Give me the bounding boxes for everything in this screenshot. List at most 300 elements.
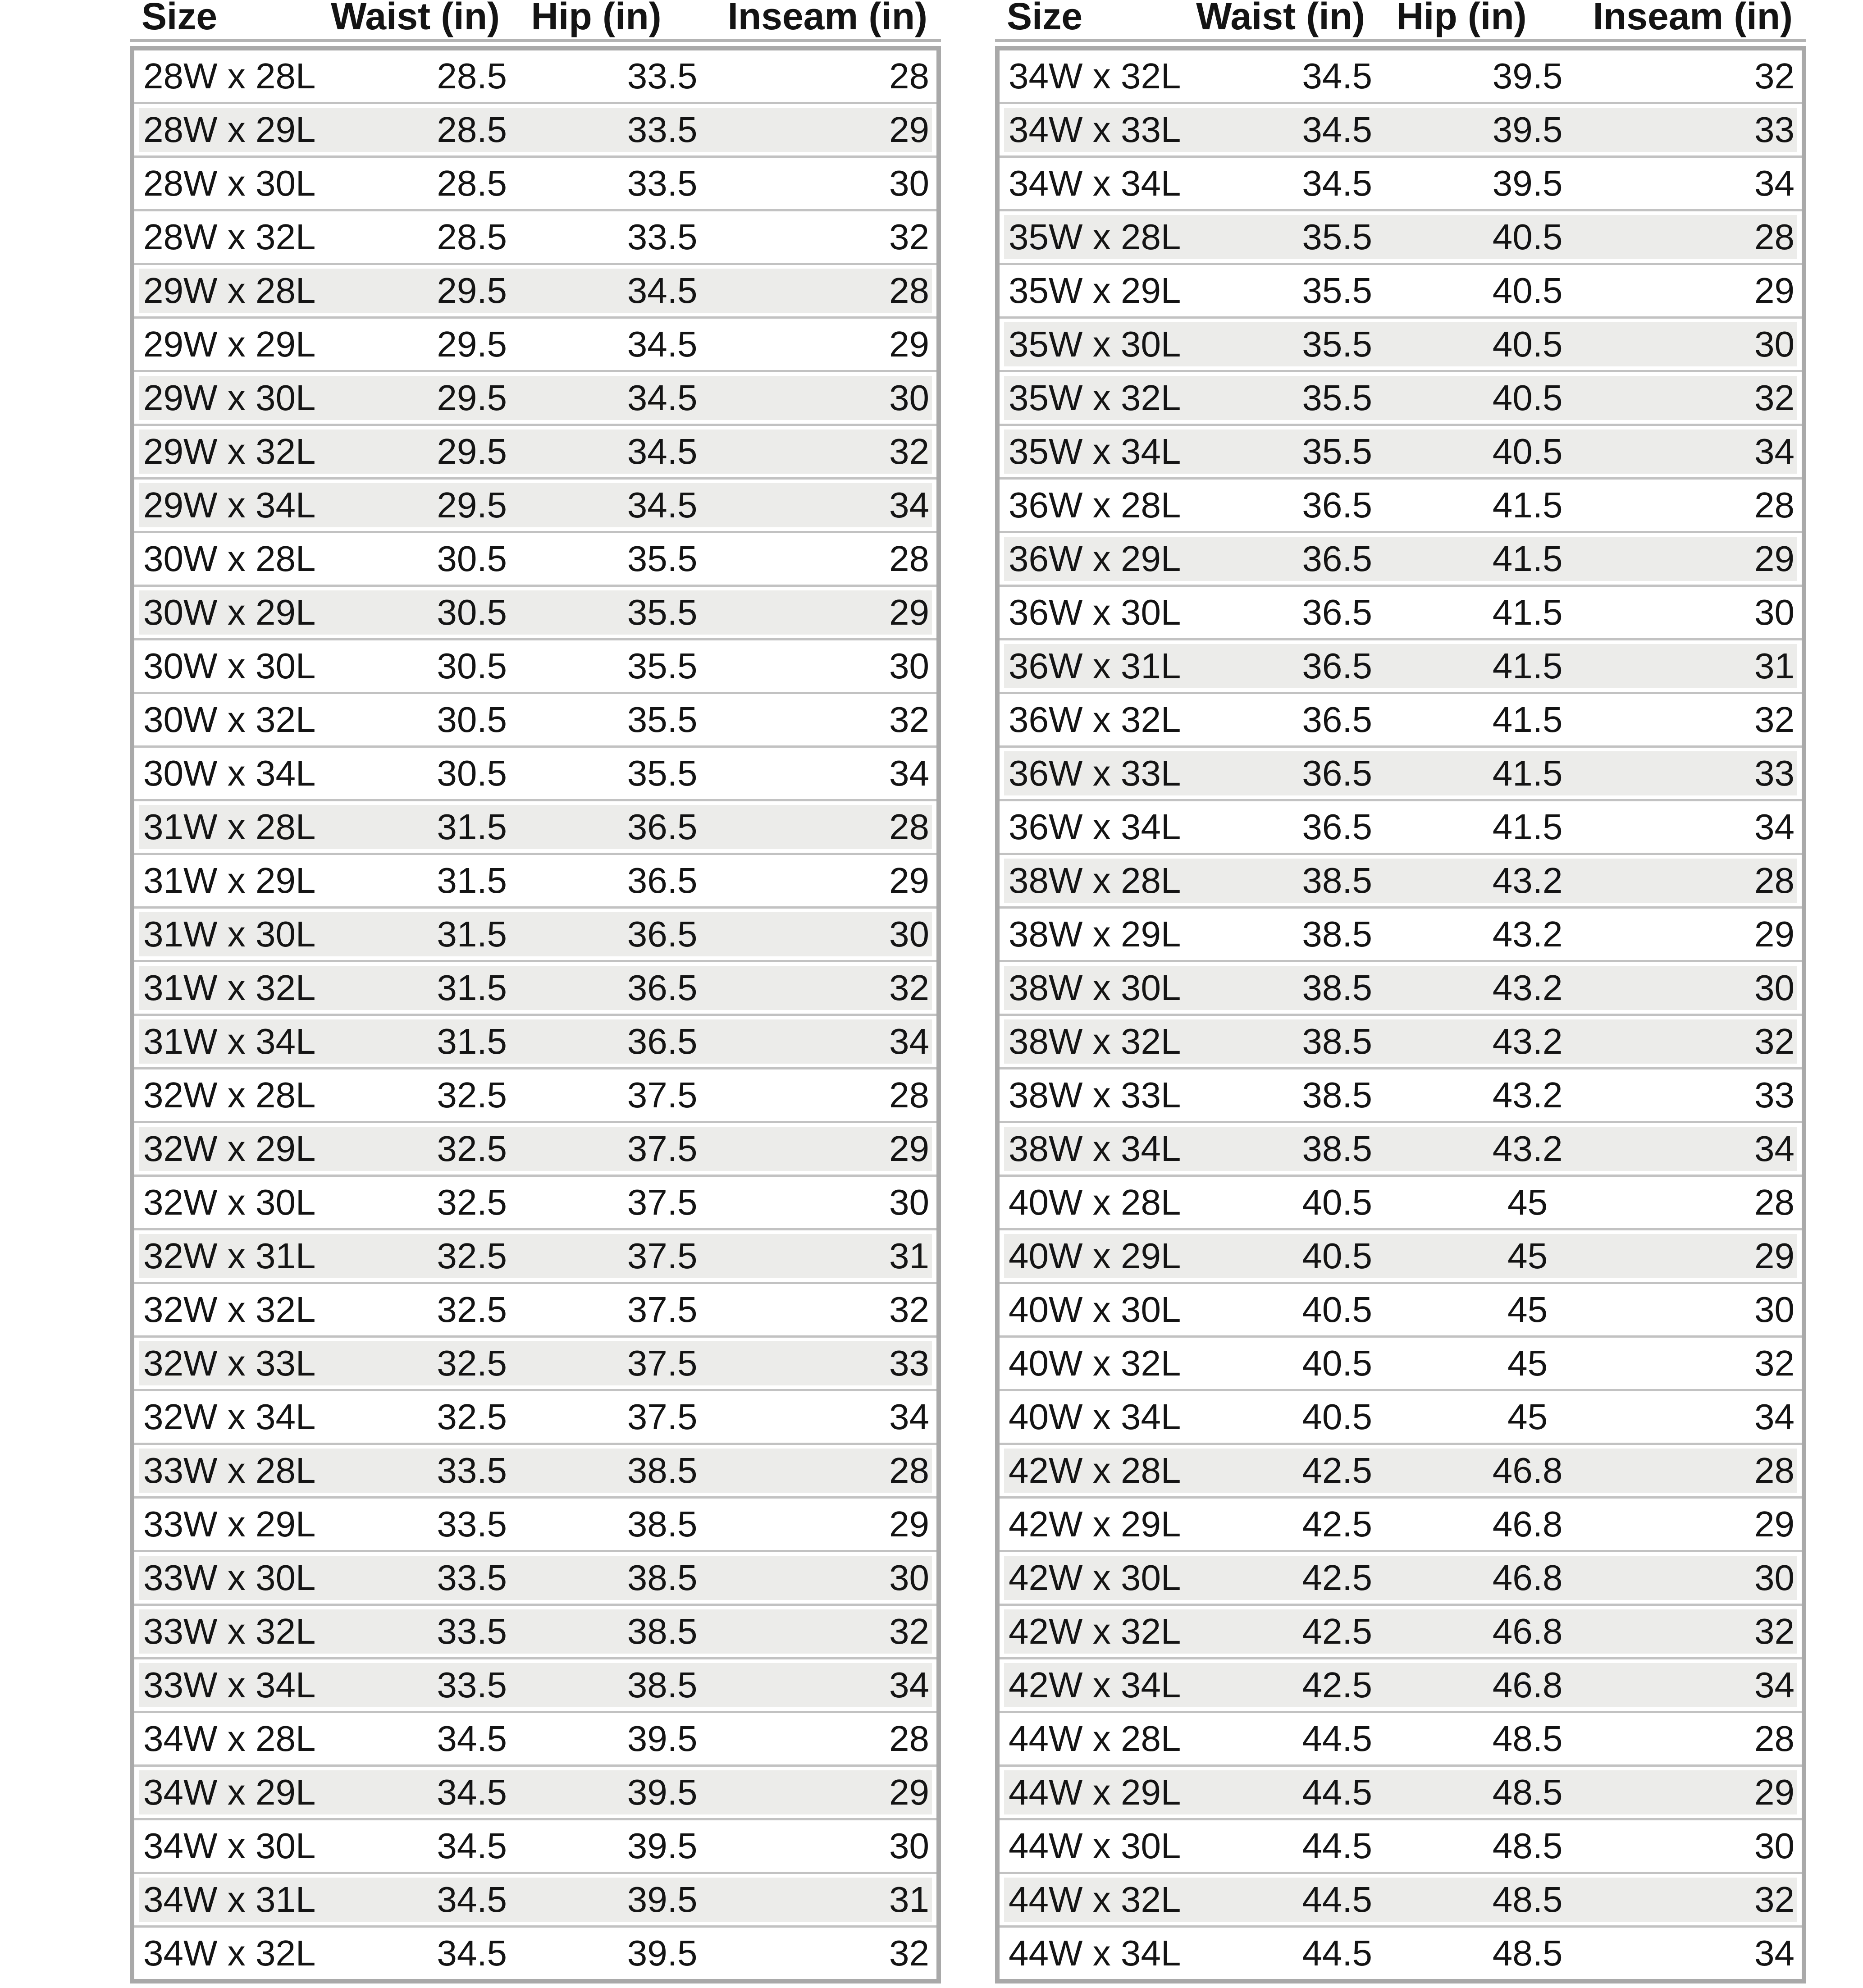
size-cell: 34W x 29L (143, 1772, 316, 1812)
size-cell: 31W x 34L (143, 1021, 316, 1061)
inseam-cell: 30 (1754, 324, 1795, 364)
size-cell: 44W x 32L (1009, 1879, 1181, 1919)
table-row (1000, 158, 1802, 209)
table-row (134, 1767, 936, 1818)
size-cell: 28W x 28L (143, 56, 316, 96)
size-cell: 34W x 33L (1009, 110, 1181, 150)
table-row (1000, 1069, 1802, 1121)
inseam-cell: 29 (889, 1129, 929, 1169)
size-cell: 34W x 31L (143, 1879, 316, 1919)
size-cell: 33W x 28L (143, 1450, 316, 1490)
hip-cell: 39.5 (1492, 163, 1563, 203)
table-row (134, 909, 936, 960)
table-row (134, 1820, 936, 1872)
inseam-cell: 29 (1754, 539, 1795, 579)
inseam-cell: 34 (889, 1021, 929, 1061)
inseam-cell: 30 (1754, 592, 1795, 632)
waist-cell: 30.5 (437, 646, 507, 686)
size-cell: 30W x 30L (143, 646, 316, 686)
inseam-cell: 30 (1754, 1826, 1795, 1866)
size-cell: 44W x 34L (1009, 1933, 1181, 1973)
table-row (1000, 1338, 1802, 1389)
inseam-cell: 29 (889, 324, 929, 364)
waist-cell: 28.5 (437, 163, 507, 203)
size-cell: 33W x 29L (143, 1504, 316, 1544)
inseam-cell: 29 (889, 1504, 929, 1544)
table-row (134, 158, 936, 209)
inseam-cell: 33 (1754, 1075, 1795, 1115)
waist-cell: 40.5 (1302, 1236, 1373, 1276)
table-row (1000, 50, 1802, 102)
waist-cell: 31.5 (437, 807, 507, 847)
size-cell: 34W x 30L (143, 1826, 316, 1866)
table-row (134, 104, 936, 155)
hip-cell: 43.2 (1492, 1129, 1563, 1169)
waist-cell: 44.5 (1302, 1826, 1373, 1866)
inseam-cell: 34 (889, 753, 929, 793)
hip-cell: 37.5 (627, 1397, 698, 1437)
hip-cell: 45 (1507, 1236, 1548, 1276)
waist-cell: 28.5 (437, 56, 507, 96)
hip-cell: 46.8 (1492, 1450, 1563, 1490)
size-table-left (130, 0, 941, 1983)
waist-cell: 34.5 (1302, 163, 1373, 203)
inseam-cell: 29 (1754, 1504, 1795, 1544)
hip-cell: 39.5 (1492, 56, 1563, 96)
inseam-cell: 29 (889, 1772, 929, 1812)
inseam-cell: 28 (889, 1075, 929, 1115)
inseam-cell: 33 (889, 1343, 929, 1383)
waist-cell: 31.5 (437, 914, 507, 954)
inseam-cell: 30 (889, 1826, 929, 1866)
table-row (1000, 587, 1802, 638)
inseam-cell: 28 (1754, 217, 1795, 257)
inseam-cell: 28 (1754, 1182, 1795, 1222)
hip-cell: 34.5 (627, 485, 698, 525)
table-row (134, 587, 936, 638)
inseam-cell: 32 (1754, 378, 1795, 418)
size-cell: 32W x 32L (143, 1289, 316, 1330)
hip-cell: 34.5 (627, 378, 698, 418)
hip-cell: 34.5 (627, 270, 698, 311)
table-row (1000, 1391, 1802, 1443)
table-row (134, 748, 936, 799)
inseam-cell: 29 (889, 860, 929, 900)
waist-cell: 33.5 (437, 1611, 507, 1651)
table-row (134, 1445, 936, 1496)
waist-cell: 32.5 (437, 1129, 507, 1169)
waist-cell: 44.5 (1302, 1772, 1373, 1812)
inseam-cell: 29 (889, 592, 929, 632)
waist-cell: 34.5 (437, 1826, 507, 1866)
hip-cell: 41.5 (1492, 485, 1563, 525)
size-cell: 35W x 28L (1009, 217, 1181, 257)
waist-cell: 32.5 (437, 1075, 507, 1115)
size-cell: 40W x 32L (1009, 1343, 1181, 1383)
hip-cell: 36.5 (627, 968, 698, 1008)
size-cell: 35W x 34L (1009, 431, 1181, 471)
inseam-cell: 28 (889, 56, 929, 96)
inseam-cell: 34 (889, 1665, 929, 1705)
table-row (1000, 909, 1802, 960)
inseam-cell: 28 (1754, 860, 1795, 900)
waist-cell: 30.5 (437, 539, 507, 579)
waist-cell: 33.5 (437, 1558, 507, 1598)
table-row (134, 265, 936, 316)
size-cell: 44W x 29L (1009, 1772, 1181, 1812)
waist-cell: 33.5 (437, 1504, 507, 1544)
waist-cell: 40.5 (1302, 1289, 1373, 1330)
inseam-cell: 28 (889, 270, 929, 311)
table-row (1000, 1659, 1802, 1711)
size-cell: 32W x 34L (143, 1397, 316, 1437)
size-cell: 36W x 29L (1009, 539, 1181, 579)
hip-cell: 38.5 (627, 1611, 698, 1651)
hip-cell: 43.2 (1492, 1021, 1563, 1061)
column-header-size: Size (142, 0, 218, 37)
waist-cell: 29.5 (437, 324, 507, 364)
hip-cell: 45 (1507, 1343, 1548, 1383)
table-row (1000, 855, 1802, 906)
table-row (134, 694, 936, 745)
size-cell: 30W x 32L (143, 699, 316, 740)
inseam-cell: 32 (1754, 1343, 1795, 1383)
size-cell: 32W x 28L (143, 1075, 316, 1115)
inseam-cell: 32 (1754, 56, 1795, 96)
size-cell: 29W x 29L (143, 324, 316, 364)
table-row (134, 1713, 936, 1764)
hip-cell: 38.5 (627, 1450, 698, 1490)
inseam-cell: 33 (1754, 110, 1795, 150)
inseam-cell: 31 (889, 1236, 929, 1276)
waist-cell: 44.5 (1302, 1879, 1373, 1919)
hip-cell: 45 (1507, 1182, 1548, 1222)
column-header-size: Size (1007, 0, 1083, 37)
hip-cell: 37.5 (627, 1129, 698, 1169)
size-cell: 38W x 32L (1009, 1021, 1181, 1061)
inseam-cell: 28 (1754, 1718, 1795, 1759)
size-cell: 35W x 30L (1009, 324, 1181, 364)
size-cell: 29W x 34L (143, 485, 316, 525)
hip-cell: 48.5 (1492, 1826, 1563, 1866)
waist-cell: 30.5 (437, 699, 507, 740)
table-row (134, 962, 936, 1014)
waist-cell: 28.5 (437, 217, 507, 257)
waist-cell: 44.5 (1302, 1933, 1373, 1973)
waist-cell: 35.5 (1302, 324, 1373, 364)
hip-cell: 35.5 (627, 592, 698, 632)
size-cell: 32W x 33L (143, 1343, 316, 1383)
inseam-cell: 28 (889, 539, 929, 579)
hip-cell: 38.5 (627, 1558, 698, 1598)
hip-cell: 35.5 (627, 699, 698, 740)
waist-cell: 40.5 (1302, 1397, 1373, 1437)
size-cell: 29W x 28L (143, 270, 316, 311)
table-row (1000, 1123, 1802, 1175)
inseam-cell: 34 (889, 1397, 929, 1437)
hip-cell: 35.5 (627, 753, 698, 793)
waist-cell: 31.5 (437, 968, 507, 1008)
hip-cell: 45 (1507, 1289, 1548, 1330)
column-header-waist: Waist (in) (331, 0, 500, 37)
table-row (134, 1391, 936, 1443)
hip-cell: 41.5 (1492, 753, 1563, 793)
hip-cell: 39.5 (627, 1826, 698, 1866)
size-cell: 44W x 30L (1009, 1826, 1181, 1866)
waist-cell: 44.5 (1302, 1718, 1373, 1759)
size-cell: 31W x 28L (143, 807, 316, 847)
inseam-cell: 30 (1754, 1289, 1795, 1330)
table-row (1000, 694, 1802, 745)
waist-cell: 35.5 (1302, 270, 1373, 311)
table-row (134, 1928, 936, 1979)
waist-cell: 35.5 (1302, 217, 1373, 257)
hip-cell: 36.5 (627, 914, 698, 954)
size-cell: 36W x 31L (1009, 646, 1181, 686)
hip-cell: 37.5 (627, 1343, 698, 1383)
table-row (134, 480, 936, 531)
waist-cell: 36.5 (1302, 807, 1373, 847)
waist-cell: 38.5 (1302, 914, 1373, 954)
size-cell: 42W x 32L (1009, 1611, 1181, 1651)
waist-cell: 36.5 (1302, 485, 1373, 525)
waist-cell: 29.5 (437, 378, 507, 418)
size-cell: 40W x 30L (1009, 1289, 1181, 1330)
table-row (134, 1338, 936, 1389)
size-cell: 36W x 32L (1009, 699, 1181, 740)
size-cell: 34W x 32L (1009, 56, 1181, 96)
hip-cell: 37.5 (627, 1075, 698, 1115)
size-cell: 34W x 28L (143, 1718, 316, 1759)
table-row (134, 319, 936, 370)
waist-cell: 38.5 (1302, 1075, 1373, 1115)
table-row (134, 1177, 936, 1228)
hip-cell: 48.5 (1492, 1772, 1563, 1812)
size-cell: 30W x 34L (143, 753, 316, 793)
size-cell: 34W x 34L (1009, 163, 1181, 203)
size-cell: 30W x 28L (143, 539, 316, 579)
table-row (1000, 372, 1802, 424)
size-cell: 40W x 34L (1009, 1397, 1181, 1437)
table-row (134, 426, 936, 477)
inseam-cell: 28 (1754, 485, 1795, 525)
size-cell: 28W x 30L (143, 163, 316, 203)
size-cell: 44W x 28L (1009, 1718, 1181, 1759)
size-cell: 38W x 33L (1009, 1075, 1181, 1115)
table-row (1000, 1767, 1802, 1818)
waist-cell: 33.5 (437, 1665, 507, 1705)
inseam-cell: 30 (889, 1558, 929, 1598)
hip-cell: 48.5 (1492, 1718, 1563, 1759)
waist-cell: 32.5 (437, 1182, 507, 1222)
hip-cell: 40.5 (1492, 431, 1563, 471)
waist-cell: 42.5 (1302, 1504, 1373, 1544)
hip-cell: 33.5 (627, 217, 698, 257)
hip-cell: 46.8 (1492, 1665, 1563, 1705)
table-row (134, 533, 936, 585)
table-row (134, 1874, 936, 1925)
table-row (1000, 1874, 1802, 1925)
inseam-cell: 34 (1754, 807, 1795, 847)
table-row (134, 640, 936, 692)
table-row (134, 1123, 936, 1175)
waist-cell: 30.5 (437, 592, 507, 632)
column-header-inseam: Inseam (in) (1593, 0, 1793, 37)
table-row (134, 1069, 936, 1121)
inseam-cell: 33 (1754, 753, 1795, 793)
table-row (1000, 1016, 1802, 1067)
inseam-cell: 34 (1754, 1397, 1795, 1437)
waist-cell: 36.5 (1302, 646, 1373, 686)
waist-cell: 36.5 (1302, 592, 1373, 632)
waist-cell: 38.5 (1302, 1021, 1373, 1061)
size-cell: 33W x 34L (143, 1665, 316, 1705)
size-cell: 29W x 30L (143, 378, 316, 418)
inseam-cell: 31 (889, 1879, 929, 1919)
table-row (134, 1606, 936, 1657)
waist-cell: 42.5 (1302, 1558, 1373, 1598)
inseam-cell: 34 (1754, 1129, 1795, 1169)
inseam-cell: 28 (889, 807, 929, 847)
waist-cell: 29.5 (437, 431, 507, 471)
hip-cell: 39.5 (627, 1718, 698, 1759)
waist-cell: 34.5 (1302, 110, 1373, 150)
waist-cell: 29.5 (437, 270, 507, 311)
inseam-cell: 30 (889, 914, 929, 954)
size-cell: 28W x 29L (143, 110, 316, 150)
table-row (134, 1016, 936, 1067)
waist-cell: 34.5 (437, 1933, 507, 1973)
inseam-cell: 32 (1754, 1611, 1795, 1651)
table-row (134, 801, 936, 853)
waist-cell: 40.5 (1302, 1343, 1373, 1383)
hip-cell: 33.5 (627, 56, 698, 96)
hip-cell: 35.5 (627, 539, 698, 579)
size-cell: 32W x 31L (143, 1236, 316, 1276)
hip-cell: 39.5 (627, 1933, 698, 1973)
column-header-inseam: Inseam (in) (727, 0, 927, 37)
inseam-cell: 30 (889, 378, 929, 418)
table-row (1000, 1499, 1802, 1550)
hip-cell: 46.8 (1492, 1558, 1563, 1598)
hip-cell: 43.2 (1492, 860, 1563, 900)
hip-cell: 40.5 (1492, 378, 1563, 418)
inseam-cell: 28 (1754, 1450, 1795, 1490)
inseam-cell: 34 (1754, 431, 1795, 471)
waist-cell: 36.5 (1302, 753, 1373, 793)
hip-cell: 43.2 (1492, 968, 1563, 1008)
hip-cell: 43.2 (1492, 1075, 1563, 1115)
hip-cell: 48.5 (1492, 1879, 1563, 1919)
hip-cell: 41.5 (1492, 646, 1563, 686)
waist-cell: 38.5 (1302, 860, 1373, 900)
hip-cell: 36.5 (627, 1021, 698, 1061)
hip-cell: 36.5 (627, 860, 698, 900)
hip-cell: 36.5 (627, 807, 698, 847)
table-row (1000, 1606, 1802, 1657)
table-row (134, 1552, 936, 1604)
hip-cell: 34.5 (627, 431, 698, 471)
size-cell: 38W x 30L (1009, 968, 1181, 1008)
hip-cell: 48.5 (1492, 1933, 1563, 1973)
table-row (134, 1499, 936, 1550)
waist-cell: 38.5 (1302, 1129, 1373, 1169)
size-cell: 38W x 34L (1009, 1129, 1181, 1169)
table-row (134, 1230, 936, 1282)
waist-cell: 34.5 (437, 1879, 507, 1919)
table-row (1000, 1230, 1802, 1282)
inseam-cell: 32 (889, 1933, 929, 1973)
inseam-cell: 32 (1754, 1879, 1795, 1919)
waist-cell: 34.5 (1302, 56, 1373, 96)
hip-cell: 35.5 (627, 646, 698, 686)
hip-cell: 33.5 (627, 163, 698, 203)
size-cell: 40W x 29L (1009, 1236, 1181, 1276)
inseam-cell: 32 (889, 1289, 929, 1330)
inseam-cell: 30 (889, 1182, 929, 1222)
waist-cell: 34.5 (437, 1718, 507, 1759)
size-cell: 36W x 28L (1009, 485, 1181, 525)
column-header-waist: Waist (in) (1196, 0, 1365, 37)
size-cell: 31W x 30L (143, 914, 316, 954)
table-row (134, 1284, 936, 1335)
waist-cell: 28.5 (437, 110, 507, 150)
hip-cell: 40.5 (1492, 324, 1563, 364)
waist-cell: 40.5 (1302, 1182, 1373, 1222)
table-row (1000, 265, 1802, 316)
size-cell: 35W x 29L (1009, 270, 1181, 311)
table-row (1000, 801, 1802, 853)
waist-cell: 34.5 (437, 1772, 507, 1812)
inseam-cell: 30 (889, 646, 929, 686)
size-cell: 36W x 30L (1009, 592, 1181, 632)
waist-cell: 33.5 (437, 1450, 507, 1490)
inseam-cell: 34 (889, 485, 929, 525)
size-cell: 31W x 29L (143, 860, 316, 900)
table-row (1000, 1552, 1802, 1604)
table-row (1000, 426, 1802, 477)
table-header-right (995, 0, 1806, 42)
size-cell: 34W x 32L (143, 1933, 316, 1973)
size-cell: 32W x 30L (143, 1182, 316, 1222)
size-cell: 40W x 28L (1009, 1182, 1181, 1222)
table-row (1000, 533, 1802, 585)
size-cell: 36W x 33L (1009, 753, 1181, 793)
hip-cell: 39.5 (1492, 110, 1563, 150)
inseam-cell: 29 (1754, 1236, 1795, 1276)
waist-cell: 32.5 (437, 1397, 507, 1437)
table-row (134, 855, 936, 906)
size-cell: 33W x 30L (143, 1558, 316, 1598)
size-cell: 42W x 29L (1009, 1504, 1181, 1544)
waist-cell: 36.5 (1302, 539, 1373, 579)
table-row (1000, 1284, 1802, 1335)
table-header-left (130, 0, 941, 42)
hip-cell: 37.5 (627, 1236, 698, 1276)
waist-cell: 31.5 (437, 1021, 507, 1061)
size-cell: 38W x 28L (1009, 860, 1181, 900)
waist-cell: 29.5 (437, 485, 507, 525)
table-row (1000, 748, 1802, 799)
inseam-cell: 29 (1754, 914, 1795, 954)
table-row (134, 211, 936, 263)
size-cell: 30W x 29L (143, 592, 316, 632)
size-cell: 28W x 32L (143, 217, 316, 257)
waist-cell: 32.5 (437, 1236, 507, 1276)
hip-cell: 33.5 (627, 110, 698, 150)
hip-cell: 46.8 (1492, 1611, 1563, 1651)
table-row (134, 50, 936, 102)
